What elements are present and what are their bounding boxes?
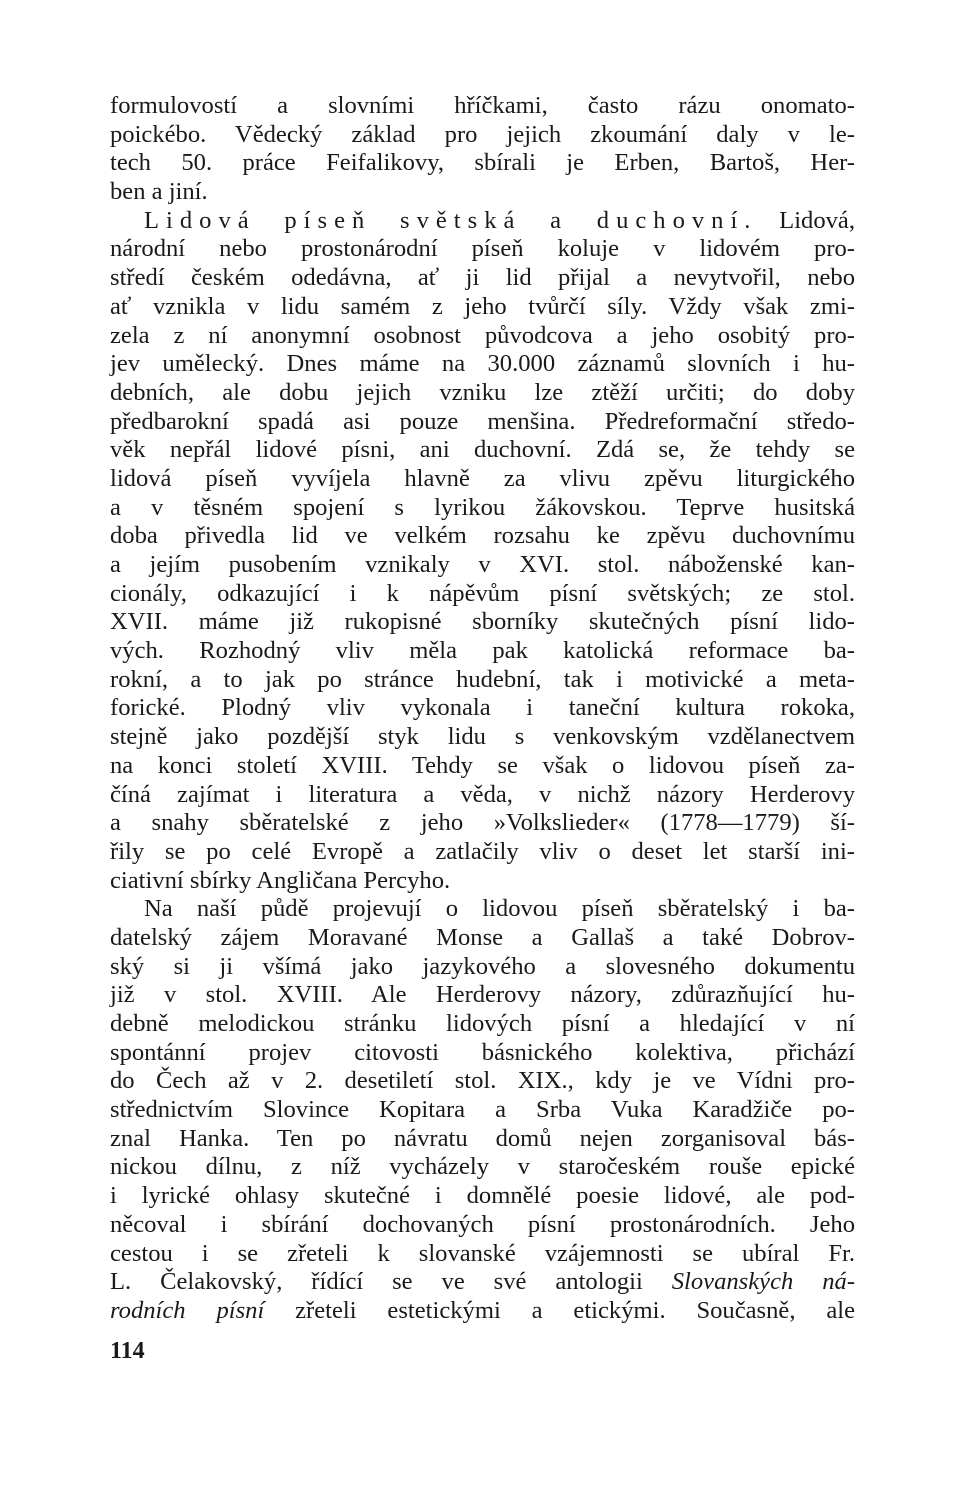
text-line: doba přivedla lid ve velkém rozsahu ke zpěvu duchovnímu	[110, 522, 855, 550]
text-line: forické. Plodný vliv vykonala i taneční kultura rokoka,	[110, 694, 855, 722]
text-line: národní nebo prostonárodní píseň koluje v lidovém pro-	[110, 235, 855, 263]
body-text	[110, 92, 855, 1326]
text-segment: zřeteli estetickými a etickými. Současně, ale	[295, 1296, 856, 1324]
section-heading-line	[110, 207, 855, 236]
text-line: na konci století XVIII. Tehdy se však o lidovou píseň za-	[110, 751, 855, 779]
text-line: ať vznikla v lidu samém z jeho tvůrčí síly. Vždy však zmi-	[110, 292, 855, 320]
text-line: tech 50. práce Feifalikovy, sbírali je Erben, Bartoš, Her-	[110, 149, 855, 177]
text-line: debně melodickou stránku lidových písní a hledající v ní	[110, 1010, 855, 1037]
text-line: řily se po celé Evropě a zatlačily vliv o deset let starší ini-	[110, 837, 855, 865]
text-line: spontánní projev citovosti básnického kolektiva, přichází	[110, 1038, 855, 1066]
text-line: lidová píseň vyvíjela hlavně za vlivu zpěvu liturgického	[110, 464, 855, 492]
text-line: cionály, odkazující i k nápěvům písní světských; ze stol.	[110, 579, 855, 607]
text-line: střednictvím Slovince Kopitara a Srba Vuka Karadžiče po-	[110, 1096, 855, 1124]
text-line: debních, ale dobu jejich vzniku lze ztěží určiti; do doby	[110, 378, 855, 406]
page-number: 114	[110, 1338, 145, 1364]
text-line: XVII. máme již rukopisné sborníky skutečných písní lido-	[110, 608, 855, 636]
text-line: Na naší půdě projevují o lidovou píseň sběratelský i ba-	[144, 895, 855, 923]
text-line: vých. Rozhodný vliv měla pak katolická reformace ba-	[110, 637, 855, 665]
text-line: jev umělecký. Dnes máme na 30.000 záznamů slovních i hu-	[110, 350, 855, 378]
text-line	[110, 1297, 855, 1326]
heading-continuation: Lidová,	[757, 206, 855, 234]
text-line: formulovostí a slovními hříčkami, často rázu onomato-	[110, 92, 855, 119]
text-line: ský si ji všímá jako jazykového a slovesného dokumentu	[110, 952, 855, 980]
text-line: středí českém odedávna, ať ji lid přijal a nevytvořil, nebo	[110, 264, 855, 292]
text-line: ben a jiní.	[110, 178, 208, 206]
text-line: něcoval i sbírání dochovaných písní prostonárodních. Jeho	[110, 1210, 855, 1238]
text-line: a v těsném spojení s lyrikou žákovskou. Teprve husitská	[110, 493, 855, 521]
text-line: již v stol. XVIII. Ale Herderovy názory, zdůrazňující hu-	[110, 981, 855, 1009]
text-line: datelský zájem Moravané Monse a Gallaš a také Dobrov-	[110, 923, 855, 951]
text-line: i lyrické ohlasy skutečné i domnělé poesie lidové, ale pod-	[110, 1182, 855, 1210]
section-heading: Lidová píseň světská a duchovní.	[144, 206, 758, 234]
text-line: nickou dílnu, z níž vycházely v staročeském rouše epické	[110, 1153, 855, 1181]
text-line: věk nepřál lidové písni, ani duchovní. Zdá se, že tehdy se	[110, 436, 855, 464]
text-line: poickébo. Vědecký základ pro jejich zkoumání daly v le-	[110, 120, 855, 148]
text-line: ciativní sbírky Angličana Percyho.	[110, 866, 451, 894]
text-line: předbarokní spadá asi pouze menšina. Předreformační středo-	[110, 407, 855, 435]
text-line: znal Hanka. Ten po návratu domů nejen zorganisoval bás-	[110, 1124, 855, 1152]
book-title-italic: Slovanských ná-	[671, 1268, 856, 1296]
text-line	[110, 1268, 855, 1297]
text-line: a snahy sběratelské z jeho »Volkslieder« (1778—1779) ší-	[110, 809, 855, 837]
text-line: stejně jako pozdější styk lidu s venkovským vzdělanectvem	[110, 723, 855, 751]
text-line: a jejím pusobením vznikaly v XVI. stol. náboženské kan-	[110, 551, 855, 578]
text-line: zela z ní anonymní osobnost původcova a jeho osobitý pro-	[110, 321, 855, 349]
book-title-italic: rodních písní	[110, 1296, 265, 1324]
text-line: číná zajímat i literatura a věda, v nichž názory Herderovy	[110, 780, 855, 808]
text-segment: L. Čelakovský, řídící se ve své antologii	[110, 1268, 643, 1296]
text-line: cestou i se zřeteli k slovanské vzájemnosti se ubíral Fr.	[110, 1239, 855, 1267]
text-line: do Čech až v 2. desetiletí stol. XIX., kdy je ve Vídni pro-	[110, 1067, 855, 1095]
text-line: rokní, a to jak po stránce hudební, tak i motivické a meta-	[110, 665, 855, 693]
